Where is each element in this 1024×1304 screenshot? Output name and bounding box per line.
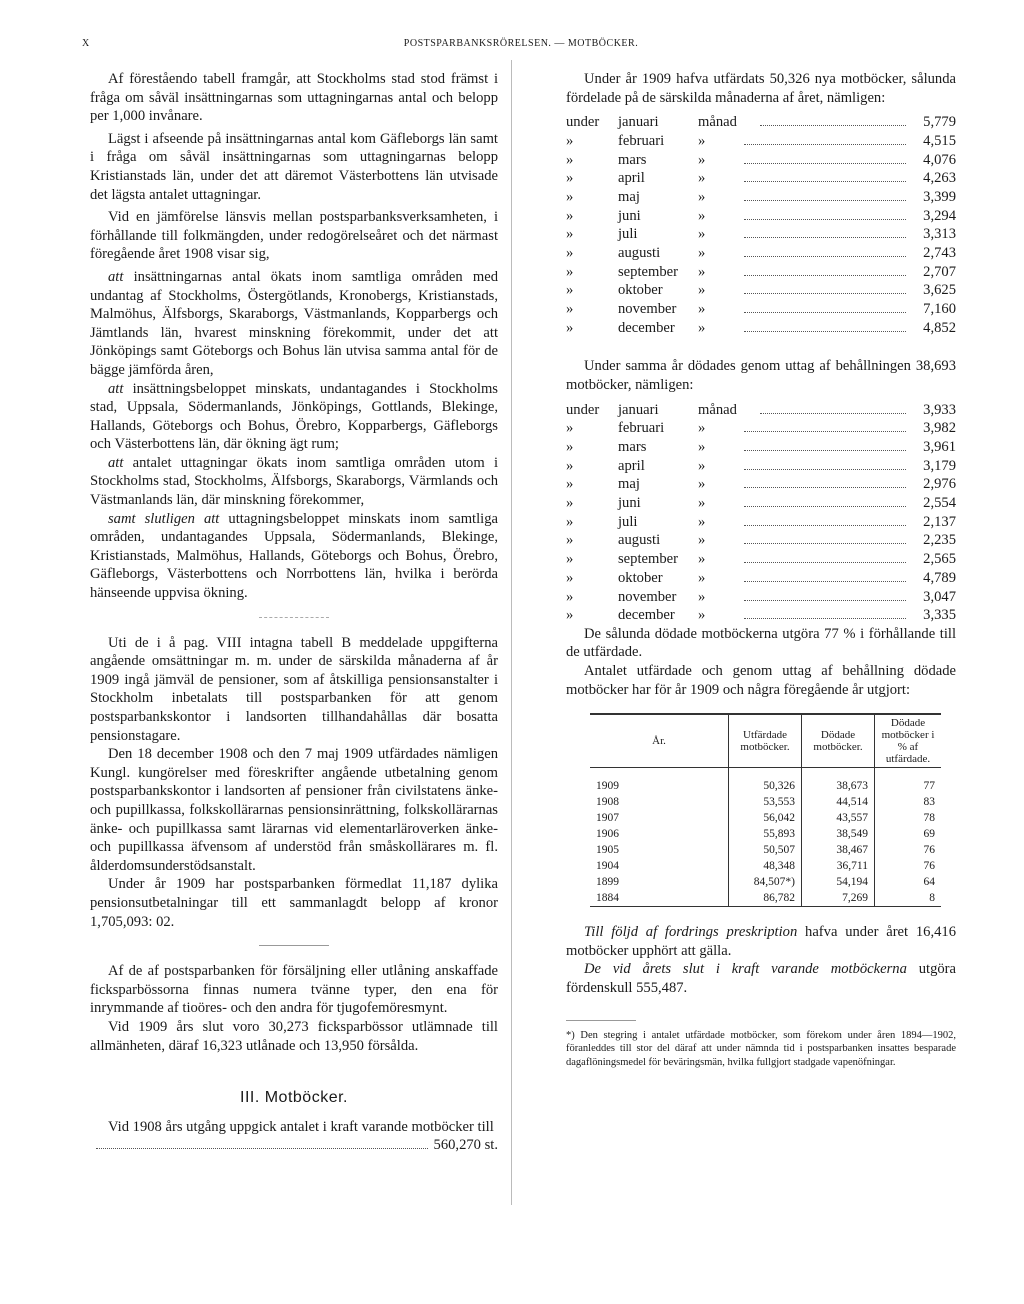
row-prefix: » [566, 170, 574, 187]
dot-leader [744, 331, 906, 332]
table-cell: 48,348 [729, 858, 802, 874]
month-name: september [618, 263, 678, 280]
ditto-mark: » [698, 245, 706, 261]
table-row [590, 826, 941, 842]
table-row [590, 810, 941, 826]
paragraph: Af föreståendo tabell framgår, att Stockholms stad stod främst i fråga om såväl insättningarnas som uttagningarnas antal och belopp per 1,000 invånare. [90, 71, 498, 125]
ditto-mark: » [698, 282, 706, 299]
dot-leader [744, 581, 906, 582]
dot-leader [744, 293, 906, 294]
footnote: *) Den stegring i antalet utfärdade motböcker, som förekom under åren 1894—1902, föranleddes till stor del däraf att under nämnda tid i postsparbanken insattes besparade dagaflöningsmedel för beväringsmän, hvilka fullgjort stadgade vapenöfningar. [566, 1029, 956, 1068]
month-row [566, 113, 956, 132]
table-cell: 55,893 [729, 826, 802, 842]
month-row [566, 207, 956, 226]
paragraph-text: hafva under året 16,416 motböcker upphört att gälla. [566, 924, 956, 959]
killed-month-list [566, 401, 956, 625]
dot-leader [744, 506, 906, 507]
row-prefix: » [566, 495, 574, 512]
month-name: november [618, 588, 677, 605]
paragraph: Under år 1909 har postsparbanken förmedlat 11,187 dylika pensionsutbetalningar till ett sammanlagdt belopp af kronor 1,705,093: 02. [90, 876, 498, 930]
row-prefix: » [566, 569, 574, 586]
month-row [566, 513, 956, 532]
month-row [566, 263, 956, 282]
separator [259, 617, 329, 618]
paragraph [566, 960, 956, 997]
ditto-mark: » [698, 439, 706, 455]
table-cell: 54,194 [802, 874, 875, 890]
column-divider [511, 60, 512, 1205]
issued-month-list [566, 113, 956, 337]
table-header-row [590, 714, 941, 768]
month-name: mars [618, 439, 647, 455]
row-prefix: » [566, 132, 574, 149]
month-value: 4,852 [923, 319, 956, 336]
dot-leader [744, 200, 906, 201]
dot-leader [96, 1148, 428, 1149]
table-cell: 76 [875, 858, 942, 874]
month-name: juni [618, 495, 641, 512]
month-value: 2,976 [923, 476, 956, 493]
ditto-mark: » [698, 569, 706, 586]
month-name: januari [618, 114, 659, 131]
ditto-mark: » [698, 301, 706, 318]
table-cell: 38,467 [802, 842, 875, 858]
paragraph [90, 380, 498, 454]
dot-leader [760, 413, 906, 414]
paragraph [566, 923, 956, 960]
table-cell: 1904 [596, 859, 619, 872]
month-name: februari [618, 420, 665, 437]
paragraph: Under år 1909 hafva utfärdats 50,326 nya motböcker, sålunda fördelade på de särskilda månaderna af året, nämligen: [566, 71, 956, 106]
emphasis: De vid årets slut i kraft varande motböckerna [584, 961, 907, 978]
month-row [566, 606, 956, 625]
month-name: oktober [618, 569, 663, 586]
ditto-mark: » [698, 188, 706, 205]
row-prefix: » [566, 188, 574, 205]
month-row [566, 225, 956, 244]
month-row [566, 531, 956, 550]
dot-leader [744, 181, 906, 182]
table-row [590, 890, 941, 907]
dot-leader [744, 219, 906, 220]
month-row [566, 151, 956, 170]
month-name: maj [618, 188, 640, 205]
table-cell: 1908 [596, 795, 619, 808]
row-prefix: under [566, 114, 600, 131]
table-header: År. [652, 735, 666, 748]
ditto-mark: » [698, 170, 706, 187]
ditto-mark: » [698, 151, 706, 168]
paragraph: Vid en jämförelse länsvis mellan postsparbanksverksamheten, i förhållande till folkmängden, under redogörelseåret och det närmast föregående året 1908 visar sig, [90, 209, 498, 263]
table-cell: 1906 [596, 827, 619, 840]
dot-leader [744, 163, 906, 164]
table-header: Utfärdade motböcker. [729, 714, 802, 768]
dot-leader [744, 618, 906, 619]
ditto-mark: » [698, 226, 706, 243]
month-row [566, 457, 956, 476]
month-row [566, 550, 956, 569]
paragraph-text: uttagningsbeloppet minskats inom samtliga områden, undantagandes Uppsala, Södermanlands, Blekinge, Kristianstads, Malmöhus, Hallands, Göteborgs och Bohus, Örebro, Gäfleborgs, Västerbottens och Norrbottens län, hvilka i berörda hänseende uppvisa ökning. [90, 510, 498, 602]
running-title: POSTSPARBANKSRÖRELSEN. — MOTBÖCKER. [403, 38, 639, 49]
ditto-mark: » [698, 132, 706, 149]
month-row [566, 401, 956, 420]
row-prefix: » [566, 532, 574, 549]
dot-leader [744, 469, 906, 470]
month-value: 3,179 [923, 457, 956, 474]
table-cell: 78 [875, 810, 942, 826]
month-name: april [618, 170, 645, 187]
month-name: juli [618, 513, 638, 530]
table-cell: 83 [875, 794, 942, 810]
month-value: 3,335 [923, 607, 956, 624]
table-cell: 77 [875, 768, 942, 795]
dot-leader [744, 487, 906, 488]
month-name: augusti [618, 245, 661, 261]
row-prefix: » [566, 263, 574, 280]
month-name: september [618, 551, 678, 568]
dot-leader [760, 125, 906, 126]
table-cell: 56,042 [729, 810, 802, 826]
month-row [566, 319, 956, 338]
dot-leader [744, 525, 906, 526]
table-cell: 8 [875, 890, 942, 907]
month-row [566, 281, 956, 300]
paragraph: Lägst i afseende på insättningarnas antal kom Gäfleborgs län samt i fråga om såväl insättningarnas som uttagningarnas belopp Kristianstads län, under det att däremot Västerbottens län utvisade det lägsta antalet uttagningar. [90, 130, 498, 203]
dot-leader [744, 600, 906, 601]
row-prefix: » [566, 282, 574, 299]
month-row [566, 244, 956, 263]
paragraph: Under samma år dödades genom uttag af behållningen 38,693 motböcker, nämligen: [566, 358, 956, 394]
month-value: 4,789 [923, 569, 956, 586]
table-cell: 7,269 [802, 890, 875, 907]
row-prefix: under [566, 401, 600, 418]
month-word: månad [698, 401, 737, 418]
row-prefix: » [566, 301, 574, 318]
month-row [566, 169, 956, 188]
table-cell: 36,711 [802, 858, 875, 874]
row-prefix: » [566, 551, 574, 568]
left-column [90, 70, 498, 1155]
table-cell: 64 [875, 874, 942, 890]
ditto-mark: » [698, 207, 706, 224]
row-prefix: » [566, 476, 574, 493]
table-cell: 50,326 [729, 768, 802, 795]
ditto-mark: » [698, 476, 706, 493]
paragraph: Antalet utfärdade och genom uttag af behållning dödade motböcker har för år 1909 och några föregående år utgjort: [566, 663, 956, 698]
paragraph-leader [90, 1136, 498, 1155]
month-value: 2,235 [923, 532, 956, 549]
paragraph: Den 18 december 1908 och den 7 maj 1909 utfärdades nämligen Kungl. kungörelser med föreskrifter angående utbetalning genom postsparbankskontor i landsorten af pensioner från civilstatens änke- och pupillkassa, folkskollärarnas pensionsinrättning, folkskollärarnas änke- och pupillkassa samt lärarnas vid elementarläroverken änke- och pupillkassa äfvensom af understöd från småskollärares m. fl. ålderdomsunderstödsanstalt. [90, 746, 498, 874]
table-cell: 38,673 [802, 768, 875, 795]
month-value: 4,263 [923, 170, 956, 187]
month-name: januari [618, 401, 659, 418]
row-prefix: » [566, 319, 574, 336]
month-name: november [618, 301, 677, 318]
dot-leader [744, 450, 906, 451]
row-prefix: » [566, 207, 574, 224]
ditto-mark: » [698, 319, 706, 336]
month-name: mars [618, 151, 647, 168]
separator [259, 945, 329, 946]
month-name: april [618, 457, 645, 474]
month-value: 3,982 [923, 420, 956, 437]
dot-leader [744, 275, 906, 276]
dot-leader [744, 312, 906, 313]
table-cell: 1905 [596, 843, 619, 856]
month-row [566, 494, 956, 513]
row-prefix: » [566, 439, 574, 455]
row-prefix: » [566, 245, 574, 261]
table-cell: 84,507*) [729, 874, 802, 890]
row-prefix: » [566, 420, 574, 437]
page-number: X [82, 38, 90, 49]
paragraph: De sålunda dödade motböckerna utgöra 77 % i förhållande till de utfärdade. [566, 625, 956, 661]
month-value: 7,160 [923, 301, 956, 318]
ditto-mark: » [698, 551, 706, 568]
month-name: juli [618, 226, 638, 243]
paragraph-value: 560,270 st. [433, 1137, 498, 1154]
ditto-mark: » [698, 420, 706, 437]
dot-leader [744, 256, 906, 257]
table-row [590, 768, 941, 795]
table-cell: 86,782 [729, 890, 802, 907]
row-prefix: » [566, 607, 574, 624]
table-header: Dödade motböcker i % af utfärdade. [875, 714, 942, 768]
table-cell: 1899 [596, 875, 619, 888]
month-row [566, 438, 956, 457]
month-row [566, 569, 956, 588]
month-value: 5,779 [923, 114, 956, 131]
month-value: 3,399 [923, 188, 956, 205]
month-value: 3,625 [923, 282, 956, 299]
ditto-mark: » [698, 513, 706, 530]
month-value: 2,743 [923, 245, 956, 261]
month-row [566, 475, 956, 494]
month-name: juni [618, 207, 641, 224]
emphasis: att [108, 380, 124, 397]
dot-leader [744, 144, 906, 145]
table-row [590, 842, 941, 858]
month-value: 4,515 [923, 132, 956, 149]
table-cell: 38,549 [802, 826, 875, 842]
table-cell: 43,557 [802, 810, 875, 826]
table-cell: 1884 [596, 891, 619, 904]
month-word: månad [698, 114, 737, 131]
month-name: augusti [618, 532, 661, 549]
table-row [590, 794, 941, 810]
emphasis: samt slutligen att [108, 510, 220, 527]
row-prefix: » [566, 226, 574, 243]
month-row [566, 419, 956, 438]
ditto-mark: » [698, 532, 706, 549]
paragraph [90, 510, 498, 603]
row-prefix: » [566, 588, 574, 605]
month-value: 3,313 [923, 226, 956, 243]
month-value: 4,076 [923, 151, 956, 168]
paragraph: Vid 1908 års utgång uppgick antalet i kraft varande motböcker till [108, 1118, 494, 1135]
month-value: 3,933 [923, 401, 956, 418]
month-name: oktober [618, 282, 663, 299]
emphasis: att [108, 454, 124, 471]
table-cell: 76 [875, 842, 942, 858]
footnote-rule [566, 1020, 636, 1021]
month-value: 3,294 [923, 207, 956, 224]
month-row [566, 132, 956, 151]
ditto-mark: » [698, 607, 706, 624]
paragraph [90, 454, 498, 510]
month-value: 2,137 [923, 513, 956, 530]
ditto-mark: » [698, 263, 706, 280]
emphasis: att [108, 268, 124, 285]
table-cell: 50,507 [729, 842, 802, 858]
month-value: 2,565 [923, 551, 956, 568]
paragraph-text: insättningarnas antal ökats inom samtliga områden med undantag af Stockholms, Östergötlands, Kronobergs, Kristianstads, Malmöhus, Älfsborgs, Skaraborgs, Västmanlands, Kopparbergs och Jämtlands län, hvarest minskning förekommit, under det att Jönköpings samt Göteborgs och Bohus län utvisa samma antal för de bägge jämförda åren, [90, 268, 498, 378]
dot-leader [744, 431, 906, 432]
month-row [566, 300, 956, 319]
month-value: 3,961 [923, 439, 956, 455]
ditto-mark: » [698, 457, 706, 474]
paragraph-text: antalet uttagningar ökats inom samtliga områden utom i Stockholms stad, Stockholms, Älfsborgs, Skaraborgs, Värmlands och Västmanlands län, där minskning förekommer, [90, 454, 498, 509]
paragraph [90, 268, 498, 380]
table-cell: 53,553 [729, 794, 802, 810]
dot-leader [744, 562, 906, 563]
section-title: III. Motböcker. [240, 1089, 348, 1107]
paragraph: Vid 1909 års slut voro 30,273 ficksparbössor utlämnade till allmänheten, däraf 16,323 utlånade och 13,950 försålda. [90, 1018, 498, 1054]
dot-leader [744, 543, 906, 544]
month-name: maj [618, 476, 640, 493]
dot-leader [744, 237, 906, 238]
emphasis: Till följd af fordrings preskription [584, 924, 798, 941]
motbocker-table [590, 713, 941, 907]
table-cell: 44,514 [802, 794, 875, 810]
row-prefix: » [566, 151, 574, 168]
month-row [566, 588, 956, 607]
ditto-mark: » [698, 495, 706, 512]
right-column [566, 70, 956, 1069]
paragraph: Af de af postsparbanken för försäljning eller utlåning anskaffade ficksparbössorna finnas numera tvänne typer, den ena för inrymmande af tioöres- och den andra för tjugofemöresmynt. [90, 963, 498, 1017]
table-cell: 1907 [596, 811, 619, 824]
month-value: 3,047 [923, 588, 956, 605]
row-prefix: » [566, 513, 574, 530]
table-row [590, 874, 941, 890]
month-value: 2,707 [923, 263, 956, 280]
month-row [566, 188, 956, 207]
table-cell: 69 [875, 826, 942, 842]
month-value: 2,554 [923, 495, 956, 512]
paragraph-text: utgöra fördenskull 555,487. [566, 961, 957, 997]
row-prefix: » [566, 457, 574, 474]
month-name: februari [618, 132, 665, 149]
table-cell: 1909 [596, 779, 619, 792]
table-header: Dödade motböcker. [802, 714, 875, 768]
month-name: december [618, 607, 675, 624]
paragraph-text: insättningsbeloppet minskats, undantagandes i Stockholms stad, Uppsala, Södermanlands, Jönköpings, Gottlands, Blekinge, Hallands, Göteborgs och Bohus, Örebro, Kopparbergs, Gäfleborgs och Västerbottens län, där ökning ägt rum; [90, 380, 498, 453]
paragraph: Uti de i å pag. VIII intagna tabell B meddelade uppgifterna angående omsättningar m. m. under de särskilda månaderna af år 1909 ingå jämväl de pensioner, som af åtskilliga pensionsanstalter i Stockholm inbetalats till postsparbanken för att genom postsparbankskontor i landsorten tillhandahållas där bosatta pensionstagare. [90, 634, 498, 744]
month-name: december [618, 319, 675, 336]
table-row [590, 858, 941, 874]
ditto-mark: » [698, 588, 706, 605]
page-header [78, 38, 964, 54]
